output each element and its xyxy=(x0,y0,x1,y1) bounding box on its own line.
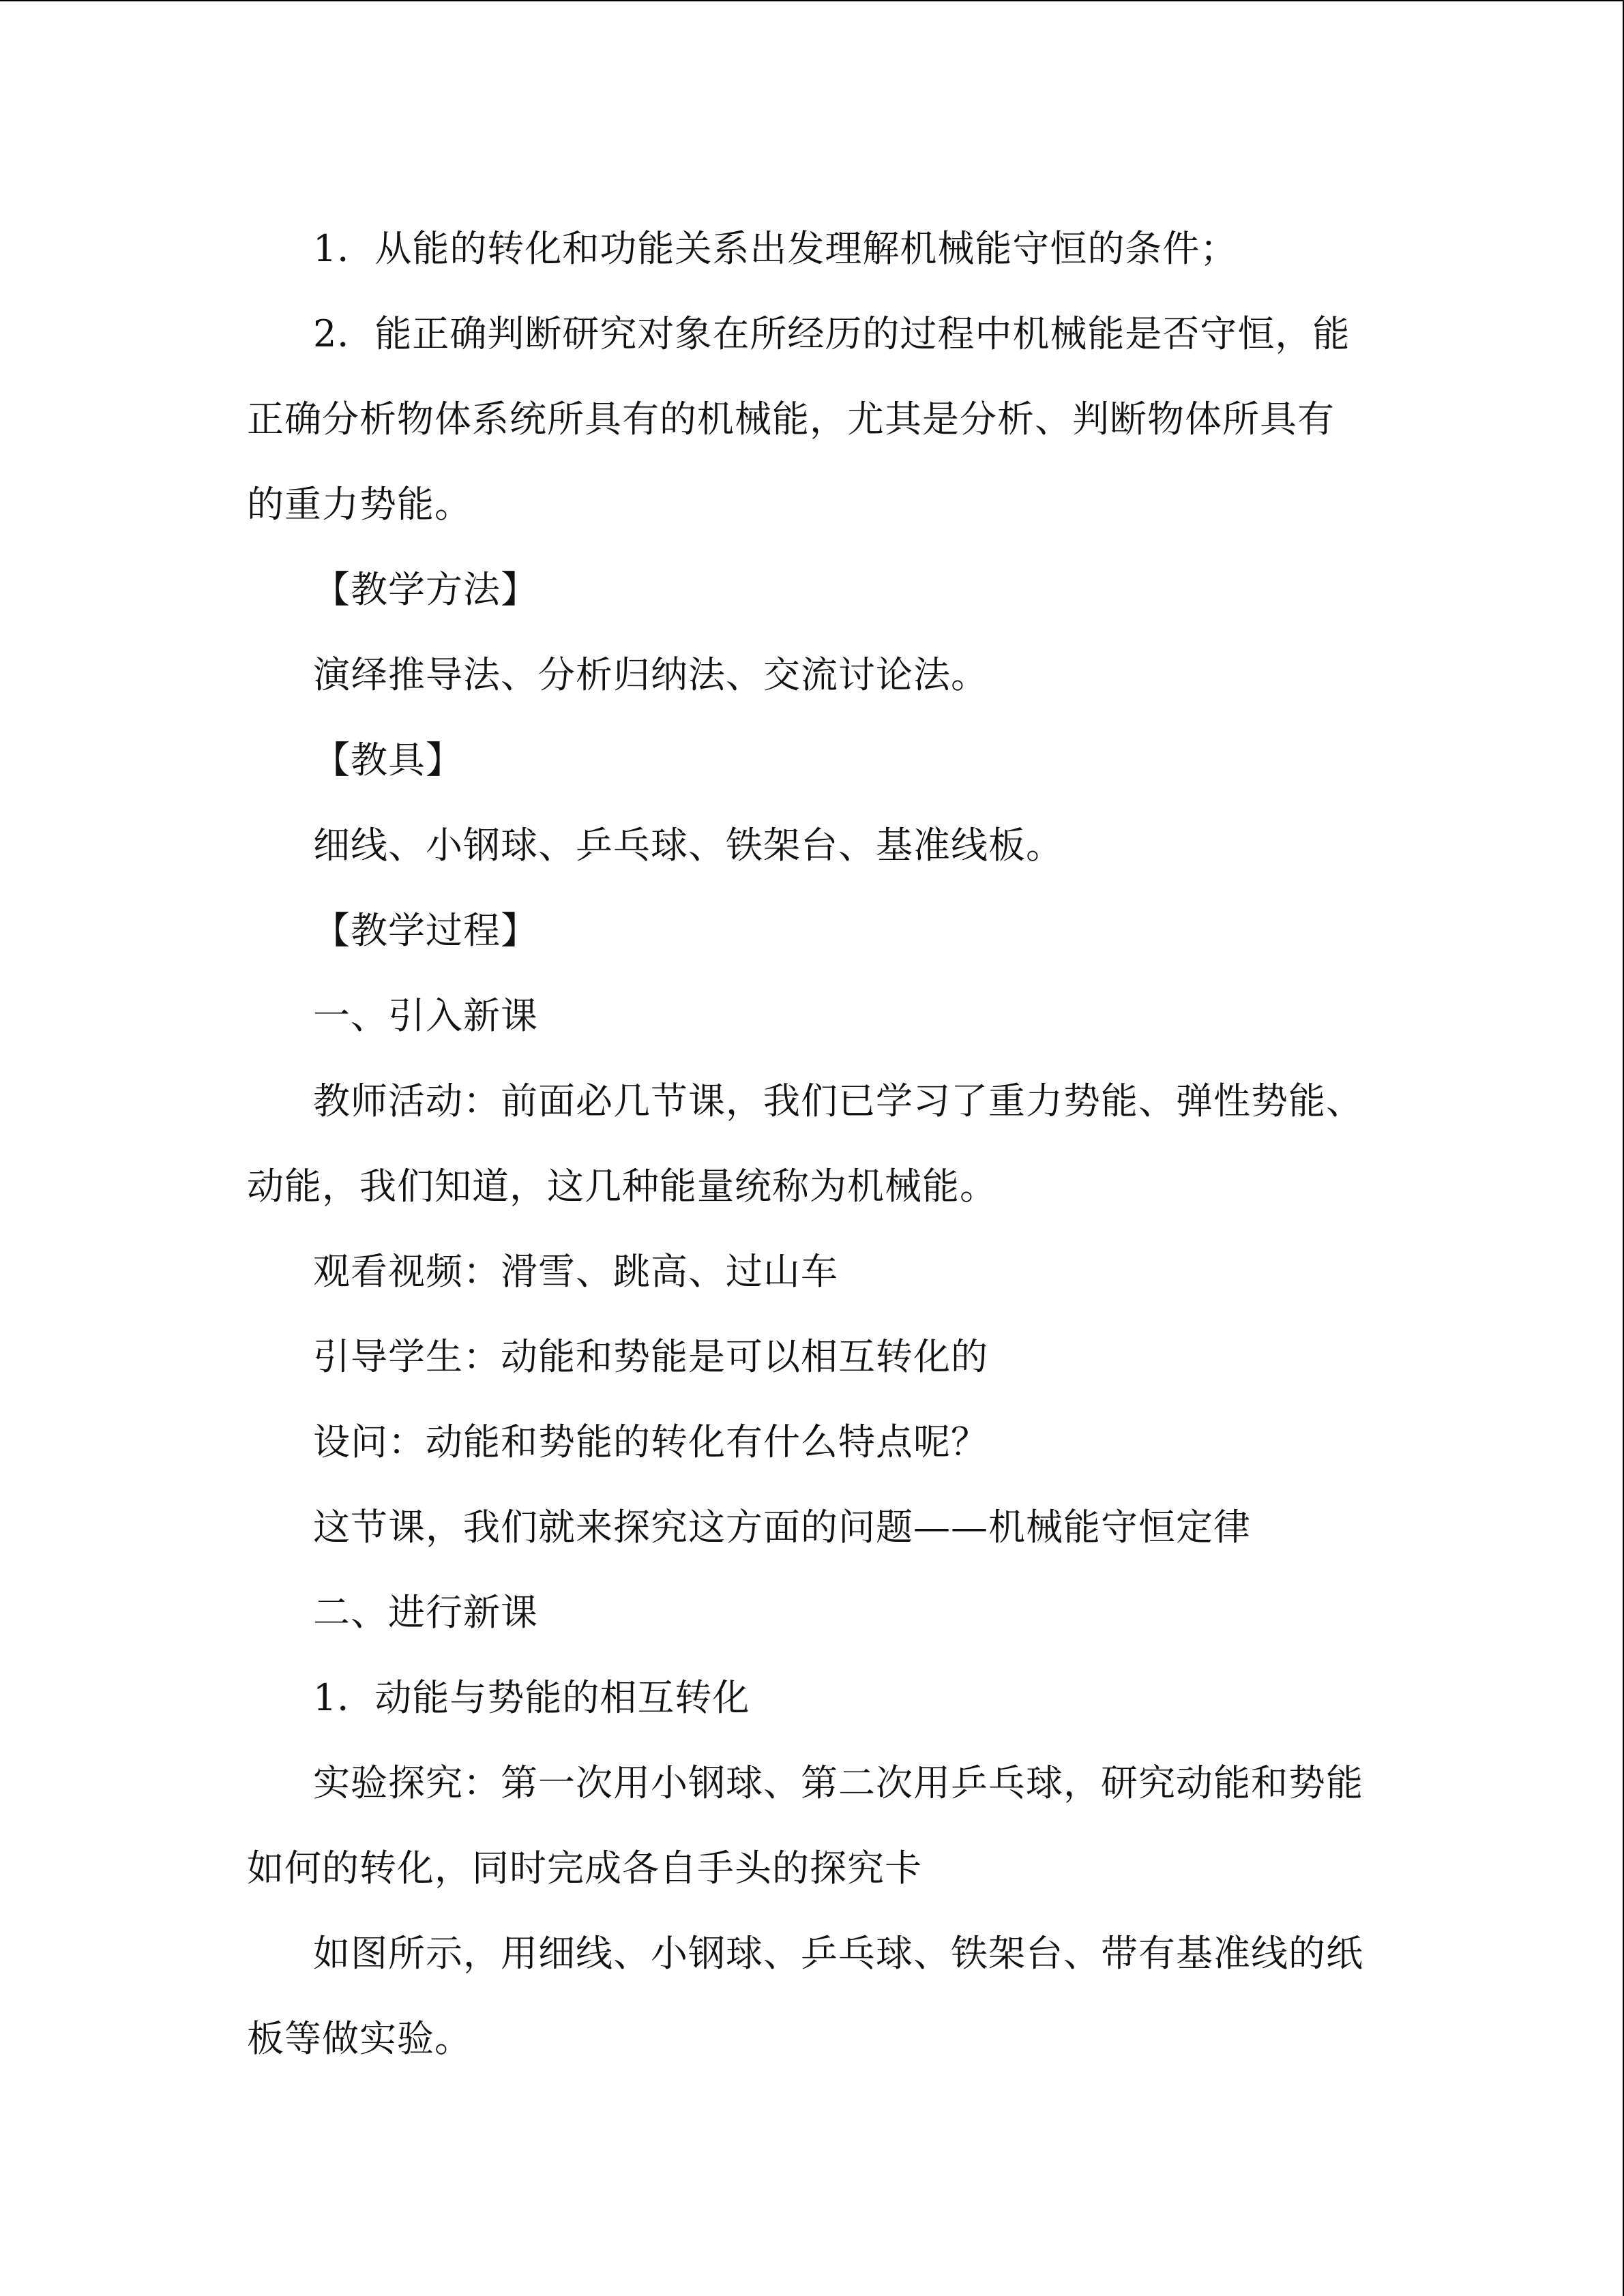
topic-energy-conversion: 1．动能与势能的相互转化 xyxy=(313,1676,750,1719)
video-text: 观看视频：滑雪、跳高、过山车 xyxy=(313,1250,838,1293)
teaching-method-text: 演绎推导法、分析归纳法、交流讨论法。 xyxy=(313,653,988,696)
teaching-aids-text: 细线、小钢球、乒乓球、铁架台、基准线板。 xyxy=(313,824,1063,867)
guide-students-text: 引导学生：动能和势能是可以相互转化的 xyxy=(313,1335,988,1378)
experiment-text: 实验探究：第一次用小钢球、第二次用乒乓球，研究动能和势能如何的转化，同时完成各自手头的探究卡 xyxy=(247,1761,1363,1890)
objective-1: 1．从能的转化和功能关系出发理解机械能守恒的条件； xyxy=(313,227,1238,270)
question-text: 设问：动能和势能的转化有什么特点呢？ xyxy=(313,1420,988,1463)
section-heading-teaching-process: 【教学过程】 xyxy=(313,909,538,952)
figure-description-text: 如图所示，用细线、小钢球、乒乓球、铁架台、带有基准线的纸板等做实验。 xyxy=(247,1932,1363,2060)
subheading-new-lesson: 二、进行新课 xyxy=(313,1591,538,1634)
lesson-topic-text: 这节课，我们就来探究这方面的问题——机械能守恒定律 xyxy=(313,1506,1251,1549)
objective-2: 2．能正确判断研究对象在所经历的过程中机械能是否守恒，能正确分析物体系统所具有的机械能，尤其是分析、判断物体所具有的重力势能。 xyxy=(247,312,1350,526)
teacher-activity-text: 教师活动：前面必几节课，我们已学习了重力势能、弹性势能、动能，我们知道，这几种能量统称为机械能。 xyxy=(247,1079,1363,1208)
subheading-introduction: 一、引入新课 xyxy=(313,994,538,1037)
section-heading-teaching-method: 【教学方法】 xyxy=(313,568,538,611)
document-body xyxy=(247,206,1365,2081)
section-heading-teaching-aids: 【教具】 xyxy=(313,739,463,781)
